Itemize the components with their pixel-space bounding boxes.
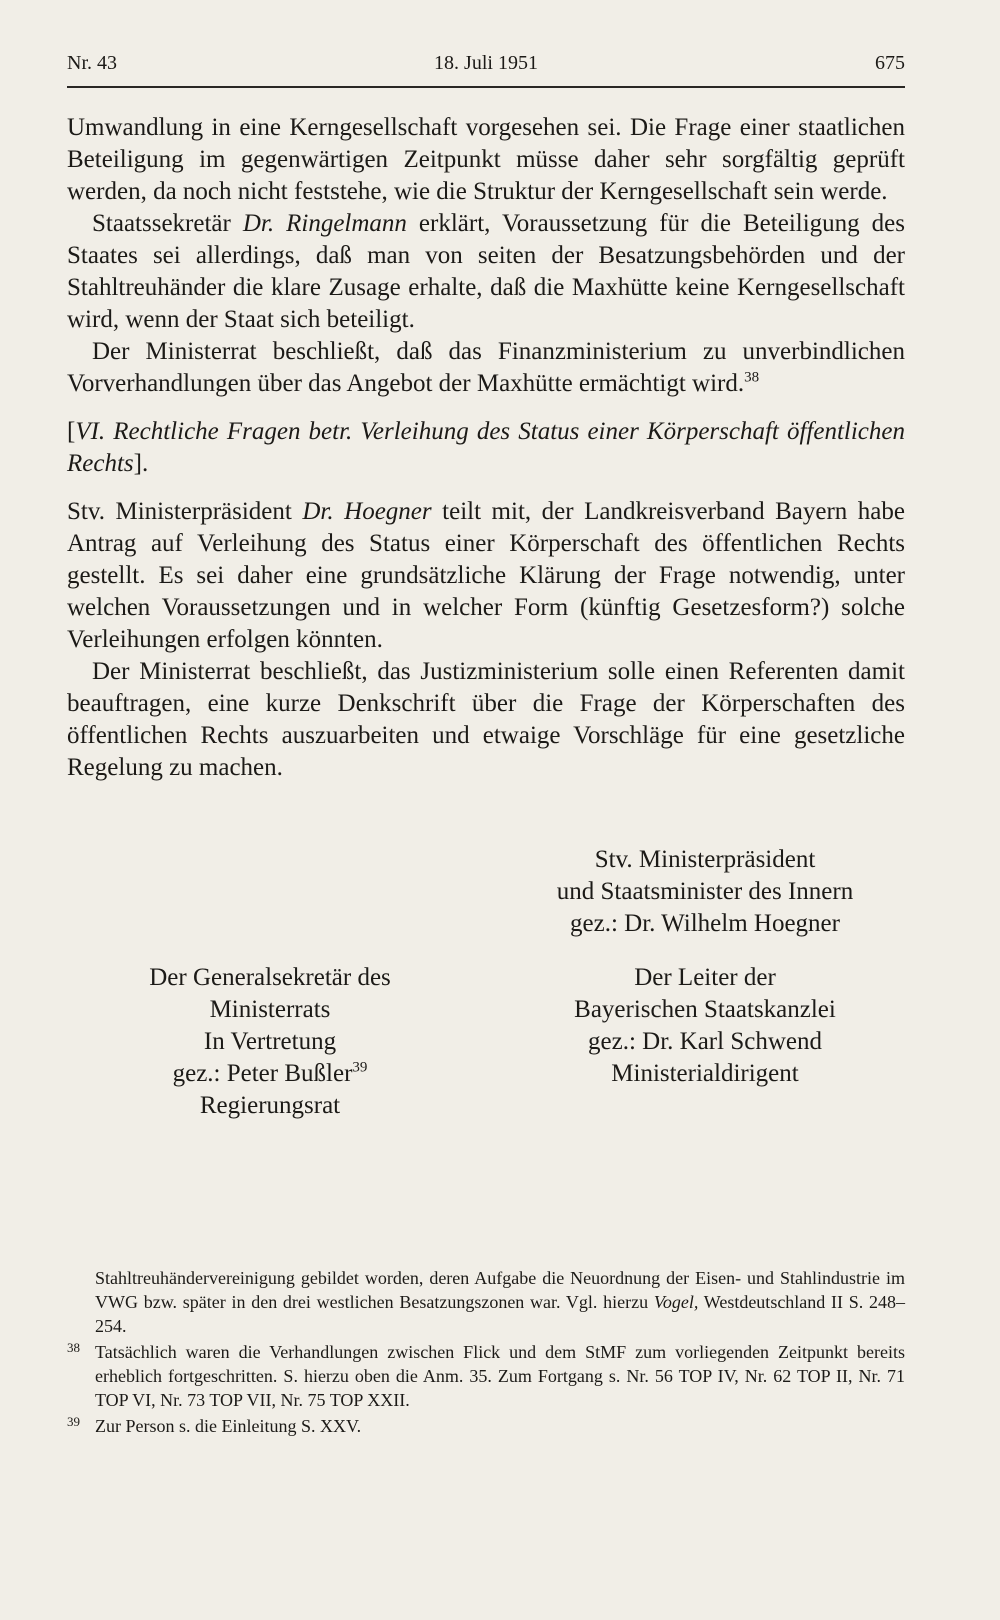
- footnote-ref: 38: [744, 369, 760, 386]
- footnote-number: 38: [67, 1340, 80, 1355]
- footnote-number: 39: [67, 1414, 80, 1429]
- footnotes: [67, 1266, 905, 1438]
- person-name: Dr. Hoegner: [302, 498, 432, 525]
- author-name: Vogel,: [653, 1292, 699, 1312]
- signature-state-chancellery: Der Leiter der Bayerischen Staatskanzlei gez.: Dr. Karl Schwend Ministerialdirigent: [574, 964, 836, 1087]
- signature-minister: Stv. Ministerpräsident und Staatsminister des Innern gez.: Dr. Wilhelm Hoegner: [556, 846, 854, 937]
- paragraph-5: Der Ministerrat beschließt, das Justizministerium solle einen Referenten damit beauftragen, eine kurze Denkschrift über die Frage der Körperschaften des öffentlichen Rechts auszuarbeiten und etwaige Vorschläge für eine gesetzliche Regelung zu machen.: [67, 658, 905, 781]
- paragraph-4: Stv. Ministerpräsident Dr. Hoegner teilt mit, der Landkreisverband Bayern habe Antrag auf Verleihung des Status einer Körperschaft des öffentlichen Rechts gestellt. Es sei daher eine grundsätzliche Klärung der Frage notwendig, unter welchen Voraussetzungen und in welcher Form (künftig Gesetzesform?) solche Verleihungen erfolgen könnten.: [67, 498, 905, 653]
- agenda-heading: [VI. Rechtliche Fragen betr. Verleihung des Status einer Körperschaft öffentlichen Rechts].: [67, 418, 905, 477]
- header-date: 18. Juli 1951: [434, 52, 538, 74]
- footnote-ref: 39: [352, 1059, 368, 1076]
- person-name: Dr. Ringelmann: [242, 210, 407, 237]
- page-number: 675: [875, 52, 905, 74]
- header-rule: [67, 86, 905, 88]
- footnote-continuation: Stahltreuhändervereinigung gebildet worden, deren Aufgabe die Neuordnung der Eisen- und Stahlindustrie im VWG bzw. später in den drei westlichen Besatzungszonen war. Vgl. hierzu Vogel, Westdeutschland II S. 248–254.: [95, 1268, 905, 1336]
- paragraph-3: Der Ministerrat beschließt, daß das Finanzministerium zu unverbindlichen Vorverhandlungen über das Angebot der Maxhütte ermächtigt wird.$^{38}$: [67, 338, 905, 397]
- document-number: Nr. 43: [67, 52, 117, 74]
- body-text: [67, 112, 905, 784]
- paragraph-2: Staatssekretär Dr. Ringelmann erklärt, Voraussetzung für die Beteiligung des Staates sei allerdings, daß man von seiten der Besatzungsbehörden und der Stahltreuhänder die klare Zusage erhalte, daß die Maxhütte keine Kerngesellschaft wird, wenn der Staat sich beteiligt.: [67, 210, 905, 333]
- footnote-38: 38 Tatsächlich waren die Verhandlungen zwischen Flick und dem StMF zum vorliegenden Zeitpunkt bereits erheblich fortgeschritten. S. hierzu oben die Anm. 35. Zum Fortgang s. Nr. 56 TOP IV, Nr. 62 TOP II, Nr. 71 TOP VI, Nr. 73 TOP VII, Nr. 75 TOP XXII.: [95, 1340, 905, 1412]
- signature-general-secretary: Der Generalsekretär des Ministerrats In Vertretung gez.: Peter Bußler$^{39}$ Regierungsrat: [149, 964, 391, 1119]
- paragraph-1: Umwandlung in eine Kerngesellschaft vorgesehen sei. Die Frage einer staatlichen Beteiligung im gegenwärtigen Zeitpunkt müsse daher sehr sorgfältig geprüft werden, da noch nicht feststehe, wie die Struktur der Kerngesellschaft sein werde.: [67, 114, 905, 205]
- footnote-39: 39 Zur Person s. die Einleitung S. XXV.: [95, 1414, 905, 1438]
